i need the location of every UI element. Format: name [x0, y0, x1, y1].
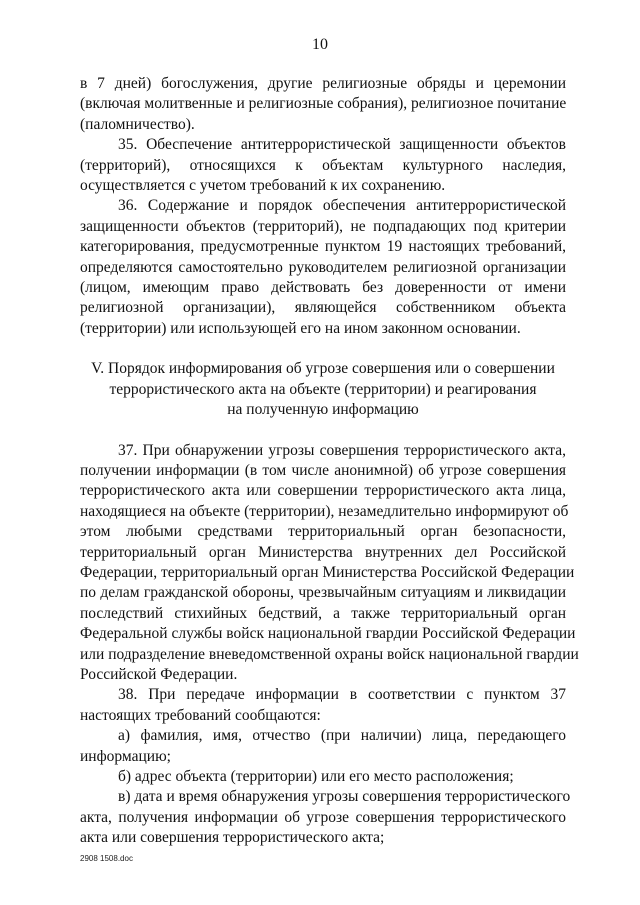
- text-line: получении информации (в том числе анонимной) об угрозе совершения: [80, 461, 566, 479]
- text-line: (паломничество).: [80, 115, 195, 133]
- text-line: Федеральной службы войск национальной гвардии Российской Федерации: [80, 625, 576, 643]
- text-line: а) фамилия, имя, отчество (при наличии) лица, передающего: [118, 727, 566, 745]
- text-line: (территорий), относящихся к объектам культурного наследия,: [80, 156, 566, 174]
- text-line: находящиеся на объекте (территории), незамедлительно информируют об: [80, 502, 569, 520]
- list-item-v: [80, 787, 571, 848]
- text-line: осуществляется с учетом требований к их сохранению.: [80, 177, 446, 195]
- text-line: или подразделение вневедомственной охраны войск национальной гвардии: [80, 645, 579, 663]
- paragraph-38: [80, 685, 566, 726]
- text-line: в) дата и время обнаружения угрозы совершения террористического: [118, 788, 571, 806]
- text-line: информацию;: [80, 747, 171, 765]
- spacer: [80, 339, 566, 359]
- text-line: защищенности объектов (территорий), не подпадающих под критерии: [80, 217, 566, 235]
- text-line: определяются самостоятельно руководителем религиозной организации: [80, 258, 566, 276]
- text-line: в 7 дней) богослужения, другие религиозные обряды и церемонии: [80, 75, 566, 92]
- spacer: [80, 421, 566, 441]
- text-line: террористического акта или совершении террористического акта лица,: [80, 482, 566, 500]
- text-line: территориальный орган Министерства внутренних дел Российской: [80, 543, 566, 561]
- text-line: (территории) или использующей его на ином законном основании.: [80, 319, 521, 337]
- section-heading: [80, 359, 566, 420]
- heading-line: террористического акта на объекте (территории) и реагирования: [109, 380, 537, 398]
- text-line: 38. При передаче информации в соответствии с пунктом 37: [118, 686, 566, 704]
- text-line: (лицом, имеющим право действовать без доверенности от имени: [80, 279, 566, 297]
- document-body: [80, 74, 579, 849]
- text-line: (включая молитвенные и религиозные собрания), религиозное почитание: [80, 95, 567, 113]
- text-line: настоящих требований сообщаются:: [80, 706, 321, 724]
- text-line: последствий стихийных бедствий, а также территориальный орган: [80, 604, 566, 622]
- text-line: 36. Содержание и порядок обеспечения антитеррористической: [118, 197, 566, 215]
- page-number: 10: [312, 36, 328, 53]
- text-line: 37. При обнаружении угрозы совершения террористического акта,: [118, 441, 566, 459]
- text-line: акта, получения информации об угрозе совершения террористического: [80, 808, 566, 826]
- text-line: Федерации, территориальный орган Министерства Российской Федерации: [80, 563, 575, 581]
- text-line: акта или совершения террористического акта;: [80, 829, 385, 847]
- file-name-footer: 2908 1508.doc: [80, 854, 133, 863]
- text-line: этом любыми средствами территориальный орган безопасности,: [80, 523, 566, 541]
- heading-line: V. Порядок информирования об угрозе совершения или о совершении: [91, 360, 555, 378]
- list-item-b: [80, 767, 566, 787]
- text-line: 35. Обеспечение антитеррористической защищенности объектов: [118, 136, 566, 154]
- paragraph-35: [80, 135, 566, 196]
- paragraph-36: [80, 196, 566, 339]
- text-line: Российской Федерации.: [80, 665, 238, 683]
- list-item-a: [80, 726, 566, 767]
- paragraph-37: [80, 441, 579, 686]
- paragraph-continuation: [80, 74, 566, 135]
- text-line: по делам гражданской обороны, чрезвычайным ситуациям и ликвидации: [80, 584, 566, 602]
- text-line: б) адрес объекта (территории) или его место расположения;: [118, 768, 514, 785]
- text-line: категорирования, предусмотренные пунктом 19 настоящих требований,: [80, 238, 566, 256]
- heading-line: на полученную информацию: [227, 401, 419, 419]
- text-line: религиозной организации), являющейся собственником объекта: [80, 299, 566, 317]
